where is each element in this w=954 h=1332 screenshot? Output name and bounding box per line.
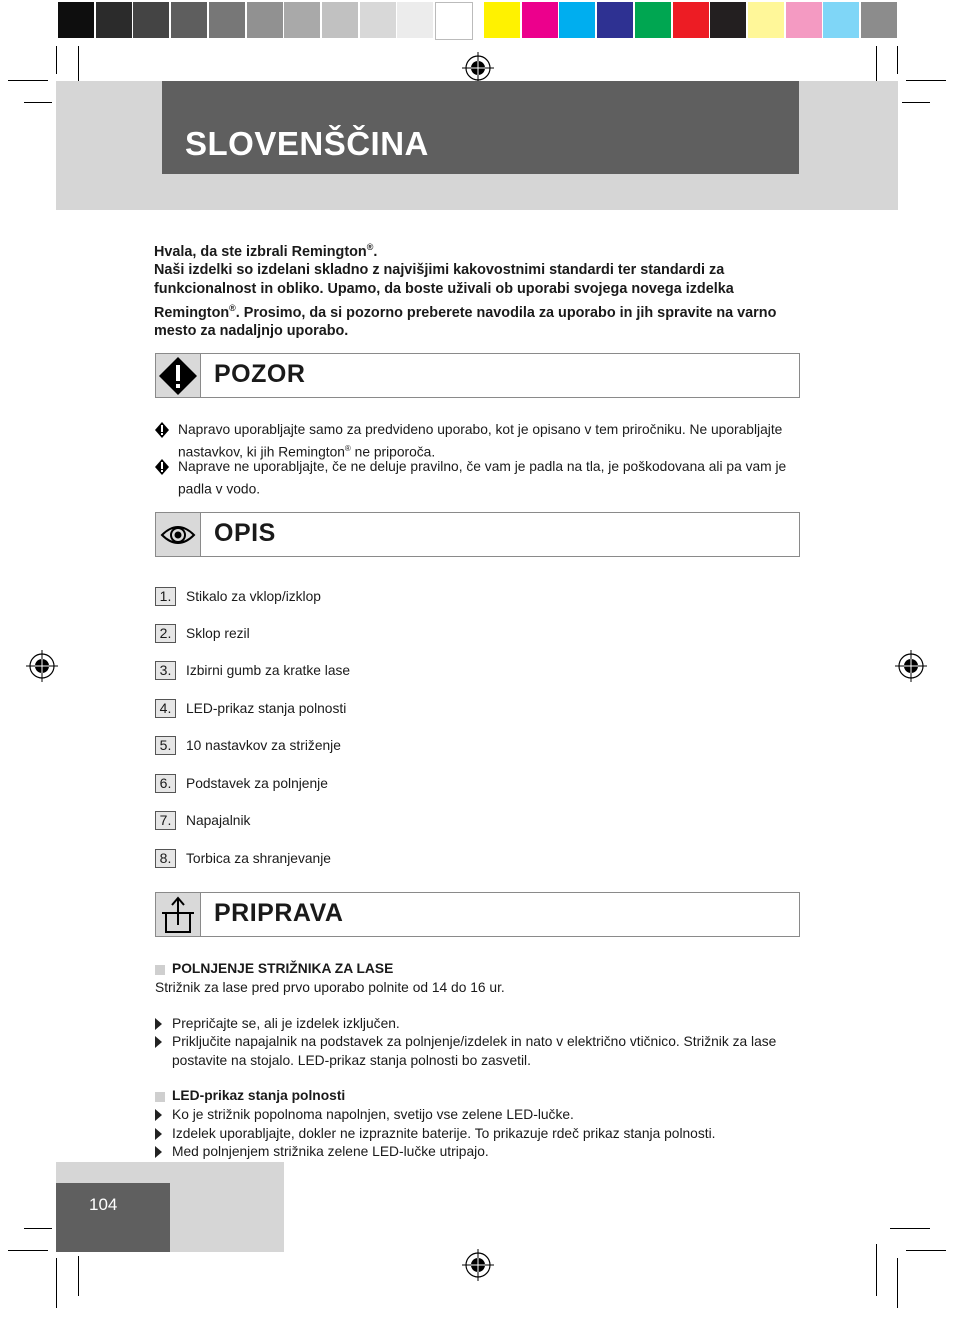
part-number-badge: 7. <box>155 811 176 830</box>
intro-line1: Hvala, da ste izbrali Remington <box>154 243 367 260</box>
section-title: PRIPRAVA <box>214 899 344 927</box>
warning-icon <box>156 354 200 397</box>
color-swatch <box>786 2 822 38</box>
warning-text-a: Naprave ne uporabljajte, če ne deluje pravilno, če vam je padla na tla, je poškodovana ali pa vam je padla v vodo. <box>178 459 787 497</box>
charging-heading: POLNJENJE STRIŽNIKA ZA LASE <box>172 961 394 976</box>
color-swatch <box>247 2 283 38</box>
section-icon-box <box>156 893 201 936</box>
part-label: Torbica za shranjevanje <box>186 851 331 866</box>
registration-mark-icon <box>462 52 494 84</box>
section-icon-box <box>156 513 201 556</box>
crop-mark <box>24 1228 52 1229</box>
registration-mark-icon <box>462 1249 494 1281</box>
charging-intro: Strižnik za lase pred prvo uporabo polnite od 14 do 16 ur. <box>155 980 505 995</box>
step-text: Izdelek uporabljajte, dokler ne izpraznite baterije. To prikazuje rdeč prikaz stanja polnosti. <box>172 1126 716 1141</box>
part-number-badge: 8. <box>155 849 176 868</box>
part-number-badge: 1. <box>155 587 176 606</box>
part-label: Stikalo za vklop/izklop <box>186 589 321 604</box>
color-swatch <box>209 2 245 38</box>
registration-mark-icon <box>895 650 927 682</box>
registration-mark-icon <box>26 650 58 682</box>
section-title: POZOR <box>214 360 306 388</box>
crop-mark <box>876 1244 877 1296</box>
part-label: LED-prikaz stanja polnosti <box>186 701 347 716</box>
color-swatch <box>397 2 433 38</box>
color-swatch <box>58 2 94 38</box>
color-swatch <box>673 2 709 38</box>
eye-icon <box>156 513 200 556</box>
crop-mark <box>897 46 898 74</box>
crop-mark <box>906 1250 946 1251</box>
arrow-bullet-icon <box>155 1128 162 1140</box>
part-label: 10 nastavkov za striženje <box>186 738 341 753</box>
crop-mark <box>902 102 930 103</box>
registered-mark: ® <box>366 242 374 252</box>
led-heading: LED-prikaz stanja polnosti <box>172 1088 346 1103</box>
color-swatch <box>96 2 132 38</box>
section-icon-box <box>156 354 201 397</box>
step-text: Prepričajte se, ali je izdelek izključen. <box>172 1016 400 1031</box>
intro-line2-end: . Prosimo, da si pozorno preberete navodila za uporabo in jih spravite na varno mesto za nadaljnjo uporabo. <box>154 304 777 339</box>
diamond-warning-icon <box>155 459 169 475</box>
color-swatch <box>171 2 207 38</box>
part-label: Napajalnik <box>186 813 251 828</box>
section-header-opis <box>155 512 800 557</box>
part-label: Sklop rezil <box>186 626 250 641</box>
warning-text-b: ne priporoča. <box>350 444 436 460</box>
color-swatch <box>635 2 671 38</box>
box-upload-icon <box>156 893 200 936</box>
page-title: SLOVENŠČINA <box>185 125 429 162</box>
crop-mark <box>8 1250 48 1251</box>
color-swatch <box>861 2 897 38</box>
step-text: Med polnjenjem strižnika zelene LED-lučke utripajo. <box>172 1144 489 1159</box>
intro-text <box>154 238 804 341</box>
crop-mark <box>78 46 79 86</box>
part-number-badge: 5. <box>155 736 176 755</box>
color-swatch <box>322 2 358 38</box>
step-text: Priključite napajalnik na podstavek za polnjenje/izdelek in nato v električno vtičnico. Strižnik za lase postavite na stojalo. LED-prikaz stanja polnosti bo zasvetil. <box>172 1034 777 1068</box>
step-text: Ko je strižnik popolnoma napolnjen, svetijo vse zelene LED-lučke. <box>172 1107 574 1122</box>
crop-mark <box>8 80 48 81</box>
crop-mark <box>56 1258 57 1308</box>
section-header-priprava <box>155 892 800 937</box>
part-label: Izbirni gumb za kratke lase <box>186 663 351 678</box>
crop-mark <box>890 1228 930 1229</box>
warning-text <box>178 458 793 499</box>
page-number: 104 <box>89 1195 118 1214</box>
color-swatch <box>360 2 396 38</box>
color-swatch <box>522 2 558 38</box>
color-swatch <box>823 2 859 38</box>
crop-mark <box>897 1258 898 1308</box>
color-swatch <box>435 2 473 40</box>
color-swatch <box>559 2 595 38</box>
part-number-badge: 3. <box>155 661 176 680</box>
part-number-badge: 6. <box>155 774 176 793</box>
crop-mark <box>78 1256 79 1296</box>
registered-mark: ® <box>229 302 236 313</box>
crop-mark <box>56 46 57 74</box>
warning-text-a: Napravo uporabljajte samo za predvideno uporabo, kot je opisano v tem priročniku. Ne uporabljajte nastavkov, ki jih Remington <box>178 422 783 460</box>
subheading-marker <box>155 1092 165 1102</box>
color-swatch <box>133 2 169 38</box>
color-swatch <box>748 2 784 38</box>
diamond-warning-icon <box>155 422 169 438</box>
color-swatch <box>710 2 746 38</box>
arrow-bullet-icon <box>155 1109 162 1121</box>
header-banner <box>162 81 799 174</box>
warning-text <box>178 421 793 462</box>
crop-mark <box>24 102 52 103</box>
arrow-bullet-icon <box>155 1018 162 1030</box>
arrow-bullet-icon <box>155 1036 162 1048</box>
arrow-bullet-icon <box>155 1146 162 1158</box>
part-label: Podstavek za polnjenje <box>186 776 328 791</box>
intro-line1-end: . <box>373 243 378 260</box>
section-title: OPIS <box>214 519 276 547</box>
intro-line2: Naši izdelki so izdelani skladno z najvišjimi kakovostnimi standardi ter standardi za funkcionalnost in obliko. Upamo, da boste uživali ob uporabi svojega novega izdelka Remington <box>154 262 734 321</box>
registered-mark: ® <box>344 443 351 453</box>
page-number-box <box>56 1183 170 1252</box>
color-swatch <box>484 2 520 38</box>
part-number-badge: 4. <box>155 699 176 718</box>
section-header-pozor <box>155 353 800 398</box>
crop-mark <box>876 46 877 86</box>
color-swatch <box>284 2 320 38</box>
part-number-badge: 2. <box>155 624 176 643</box>
color-swatch <box>597 2 633 38</box>
subheading-marker <box>155 965 165 975</box>
crop-mark <box>906 80 946 81</box>
